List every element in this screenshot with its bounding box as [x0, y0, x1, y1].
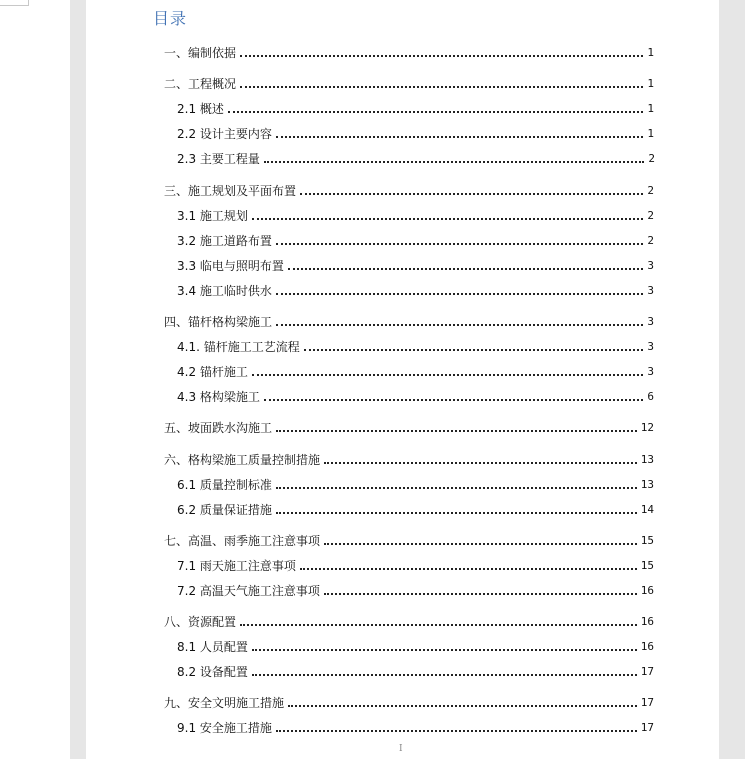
- toc-entry[interactable]: [164, 46, 654, 60]
- toc-entry-page-number: 3: [647, 315, 654, 328]
- toc-entry-label: 7.1 雨天施工注意事项: [177, 559, 296, 573]
- toc-entry[interactable]: [164, 453, 654, 467]
- toc-entry-page-number: 2: [647, 234, 654, 247]
- toc-entry[interactable]: [177, 665, 654, 679]
- toc-entry-page-number: 15: [640, 559, 654, 572]
- toc-entry-page-number: 14: [640, 503, 654, 516]
- toc-entry[interactable]: [177, 209, 654, 223]
- toc-dot-leader: [240, 624, 637, 626]
- toc-entry-label: 6.2 质量保证措施: [177, 503, 272, 517]
- toc-dot-leader: [288, 705, 637, 707]
- toc-title: 目录: [153, 9, 188, 28]
- toc-entry-label: 7.2 高温天气施工注意事项: [177, 584, 320, 598]
- toc-entry-label: 8.2 设备配置: [177, 665, 248, 679]
- toc-entry-label: 6.1 质量控制标准: [177, 478, 272, 492]
- toc-entry-page-number: 16: [640, 584, 654, 597]
- toc-entry[interactable]: [177, 365, 654, 379]
- toc-dot-leader: [264, 161, 644, 163]
- toc-dot-leader: [324, 543, 637, 545]
- toc-entry-label: 3.1 施工规划: [177, 209, 248, 223]
- toc-entry-page-number: 15: [640, 534, 654, 547]
- toc-dot-leader: [300, 568, 637, 570]
- toc-entry[interactable]: [177, 640, 654, 654]
- toc-entry-page-number: 16: [640, 640, 654, 653]
- toc-dot-leader: [276, 487, 637, 489]
- toc-entry[interactable]: [164, 315, 654, 329]
- toc-entry-label: 七、高温、雨季施工注意事项: [164, 534, 321, 548]
- text-cursor-icon: I: [399, 744, 403, 754]
- toc-entry-page-number: 2: [647, 184, 654, 197]
- toc-entry-page-number: 3: [647, 340, 654, 353]
- toc-entry-label: 8.1 人员配置: [177, 640, 248, 654]
- toc-entry-label: 九、安全文明施工措施: [164, 696, 285, 710]
- toc-dot-leader: [252, 649, 637, 651]
- toc-entry-label: 4.1. 锚杆施工工艺流程: [177, 340, 300, 354]
- toc-entry-label: 四、锚杆格构梁施工: [164, 315, 273, 329]
- toc-dot-leader: [252, 218, 643, 220]
- toc-entry-label: 2.2 设计主要内容: [177, 127, 272, 141]
- toc-entry[interactable]: [177, 234, 654, 248]
- toc-entry-label: 一、编制依据: [164, 46, 237, 60]
- toc-dot-leader: [276, 512, 637, 514]
- toc-entry-label: 3.4 施工临时供水: [177, 284, 272, 298]
- toc-entry[interactable]: [177, 559, 654, 573]
- toc-entry[interactable]: [177, 340, 654, 354]
- toc-entry-page-number: 17: [640, 665, 654, 678]
- toc-dot-leader: [300, 193, 643, 195]
- toc-entry-page-number: 2: [647, 209, 654, 222]
- toc-entry[interactable]: [177, 390, 654, 404]
- toc-dot-leader: [304, 349, 644, 351]
- toc-entry[interactable]: [164, 421, 654, 435]
- toc-dot-leader: [276, 430, 637, 432]
- toc-entry-page-number: 17: [640, 721, 654, 734]
- toc-entry[interactable]: [177, 584, 654, 598]
- toc-entry-page-number: 1: [647, 127, 654, 140]
- toc-entry[interactable]: [177, 152, 655, 166]
- toc-entry-label: 4.2 锚杆施工: [177, 365, 248, 379]
- toc-dot-leader: [252, 374, 643, 376]
- toc-entry[interactable]: [177, 503, 654, 517]
- document-page[interactable]: [86, 0, 719, 759]
- toc-entry-page-number: 17: [640, 696, 654, 709]
- toc-dot-leader: [240, 55, 643, 57]
- toc-entry-page-number: 16: [640, 615, 654, 628]
- toc-entry-page-number: 2: [648, 152, 655, 165]
- toc-dot-leader: [228, 111, 643, 113]
- toc-entry-page-number: 13: [640, 453, 654, 466]
- toc-dot-leader: [276, 730, 637, 732]
- toc-entry[interactable]: [164, 696, 654, 710]
- toc-entry[interactable]: [177, 127, 654, 141]
- toc-dot-leader: [264, 399, 643, 401]
- toc-dot-leader: [252, 674, 637, 676]
- left-gutter: [70, 0, 86, 759]
- toc-entry-label: 二、工程概况: [164, 77, 237, 91]
- toc-dot-leader: [276, 324, 643, 326]
- toc-dot-leader: [324, 593, 637, 595]
- right-gutter: [719, 0, 745, 759]
- toc-entry-page-number: 6: [647, 390, 654, 403]
- toc-entry-page-number: 3: [647, 259, 654, 272]
- toc-entry-page-number: 3: [647, 365, 654, 378]
- toc-entry-label: 2.3 主要工程量: [177, 152, 260, 166]
- toc-dot-leader: [288, 268, 643, 270]
- toc-entry-label: 4.3 格构梁施工: [177, 390, 260, 404]
- toc-entry-label: 五、坡面跌水沟施工: [164, 421, 273, 435]
- toc-entry-page-number: 12: [640, 421, 654, 434]
- toc-entry-label: 六、格构梁施工质量控制措施: [164, 453, 321, 467]
- toc-entry-page-number: 1: [647, 46, 654, 59]
- toc-dot-leader: [324, 462, 637, 464]
- toc-entry-page-number: 13: [640, 478, 654, 491]
- toc-entry-label: 3.2 施工道路布置: [177, 234, 272, 248]
- toc-entry[interactable]: [164, 77, 654, 91]
- toc-entry[interactable]: [164, 184, 654, 198]
- toc-entry-label: 3.3 临电与照明布置: [177, 259, 284, 273]
- toc-dot-leader: [276, 293, 643, 295]
- page-corner-mark: [0, 0, 29, 6]
- toc-entry[interactable]: [177, 478, 654, 492]
- toc-entry-label: 9.1 安全施工措施: [177, 721, 272, 735]
- toc-entry[interactable]: [164, 534, 654, 548]
- left-margin: [0, 0, 70, 759]
- toc-entry-page-number: 1: [647, 102, 654, 115]
- toc-dot-leader: [276, 136, 643, 138]
- toc-dot-leader: [240, 86, 643, 88]
- toc-entry[interactable]: [177, 259, 654, 273]
- toc-entry-label: 八、资源配置: [164, 615, 237, 629]
- toc-dot-leader: [276, 243, 643, 245]
- toc-entry[interactable]: [177, 721, 654, 735]
- toc-entry[interactable]: [177, 102, 654, 116]
- toc-entry-page-number: 1: [647, 77, 654, 90]
- toc-entry[interactable]: [164, 615, 654, 629]
- toc-entry-page-number: 3: [647, 284, 654, 297]
- toc-entry[interactable]: [177, 284, 654, 298]
- toc-entry-label: 2.1 概述: [177, 102, 224, 116]
- toc-entry-label: 三、施工规划及平面布置: [164, 184, 297, 198]
